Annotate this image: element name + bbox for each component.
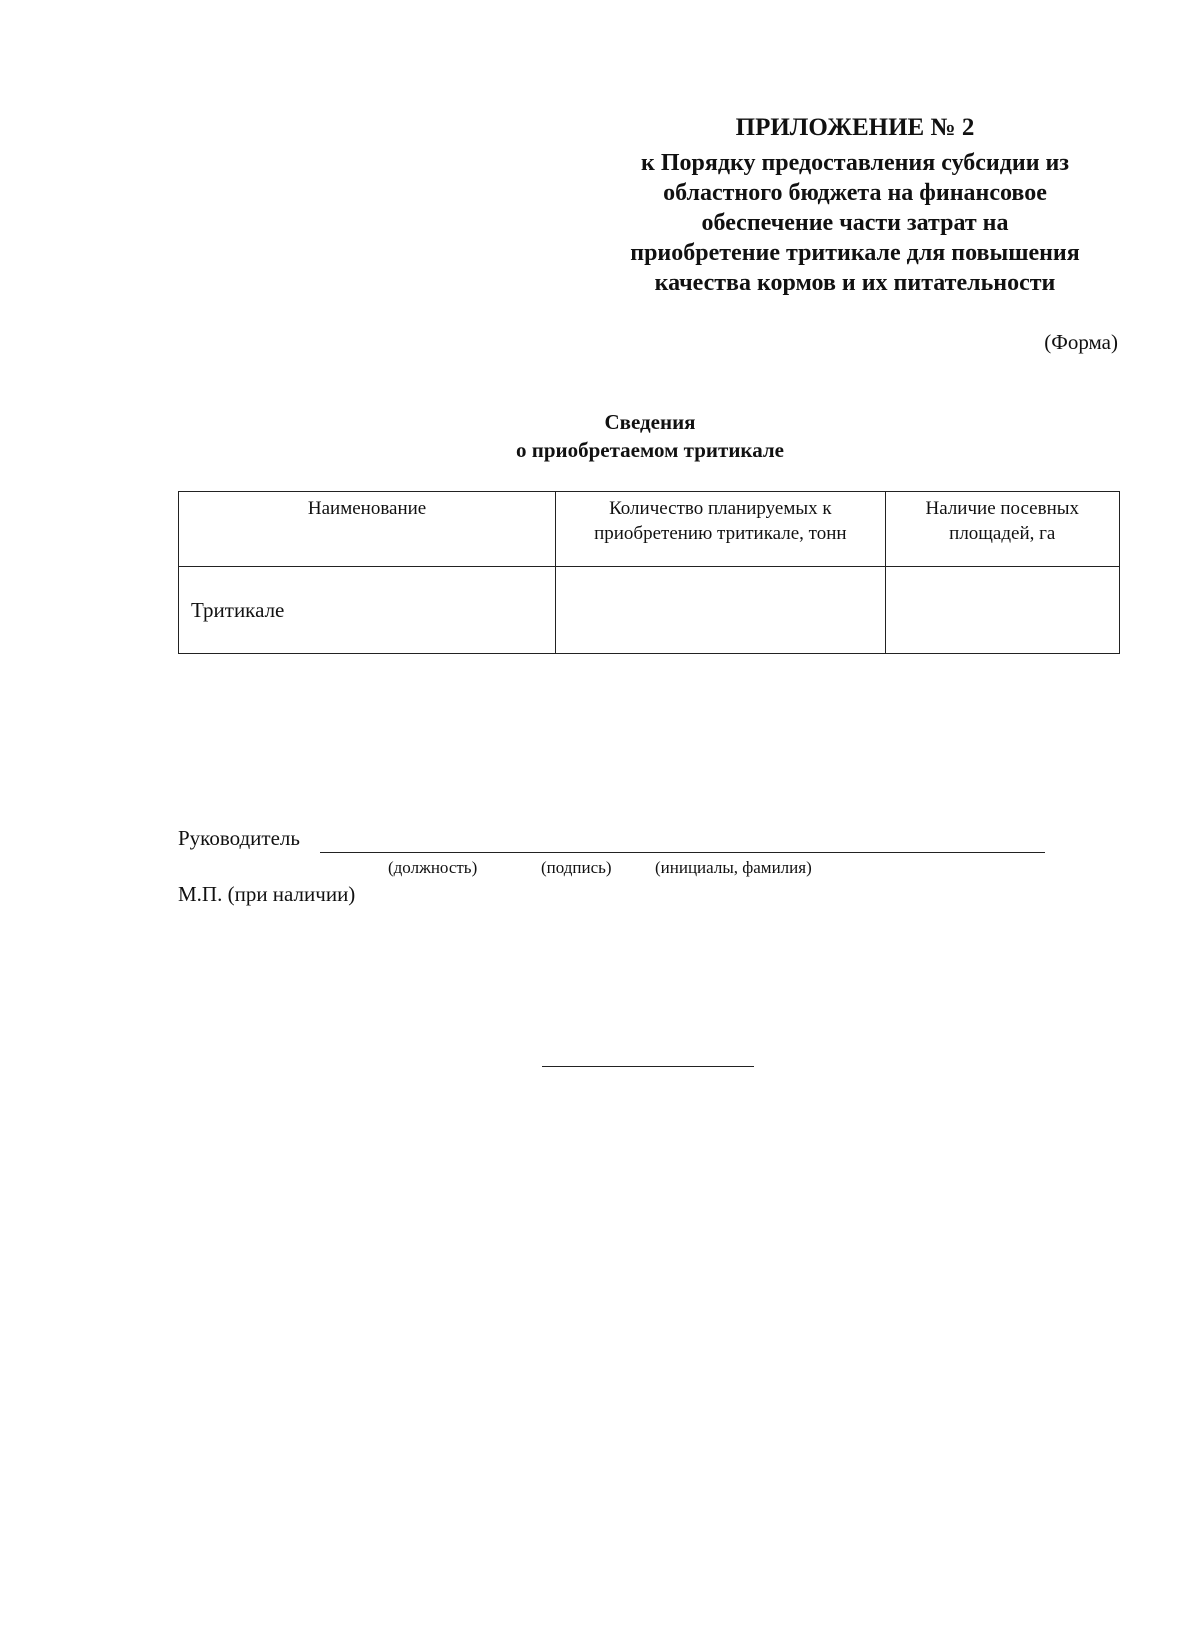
caption-signature: (подпись) — [541, 858, 612, 877]
document-title — [0, 408, 1200, 464]
appendix-line: приобретение тритикале для повышения — [630, 240, 1080, 266]
table-row — [179, 567, 1120, 654]
signature-line[interactable] — [320, 852, 1045, 853]
cell-quantity[interactable] — [556, 567, 885, 654]
column-header-name: Наименование — [179, 492, 556, 567]
caption-position: (должность) — [388, 858, 478, 877]
column-header-quantity: Количество планируемых к приобретению тритикале, тонн — [556, 492, 885, 567]
cell-area[interactable] — [885, 567, 1119, 654]
end-divider — [542, 1066, 754, 1067]
stamp-label: М.П. (при наличии) — [178, 882, 356, 906]
document-title-line: Сведения — [604, 410, 696, 434]
appendix-line: качества кормов и их питательности — [654, 270, 1056, 296]
appendix-line: областного бюджета на финансовое — [663, 180, 1047, 206]
appendix-title: ПРИЛОЖЕНИЕ № 2 — [735, 114, 975, 141]
appendix-line: обеспечение части затрат на — [701, 210, 1009, 236]
signature-label: Руководитель — [178, 826, 300, 850]
document-subtitle-line: о приобретаемом тритикале — [515, 438, 785, 462]
table-header-row — [179, 492, 1120, 567]
appendix-header — [560, 112, 1150, 298]
form-label: (Форма) — [1044, 330, 1118, 354]
cell-name: Тритикале — [179, 567, 556, 654]
triticale-table — [178, 491, 1120, 654]
caption-full-name: (инициалы, фамилия) — [655, 858, 812, 877]
column-header-area: Наличие посевных площадей, га — [885, 492, 1119, 567]
appendix-line: к Порядку предоставления субсидии из — [640, 150, 1069, 176]
